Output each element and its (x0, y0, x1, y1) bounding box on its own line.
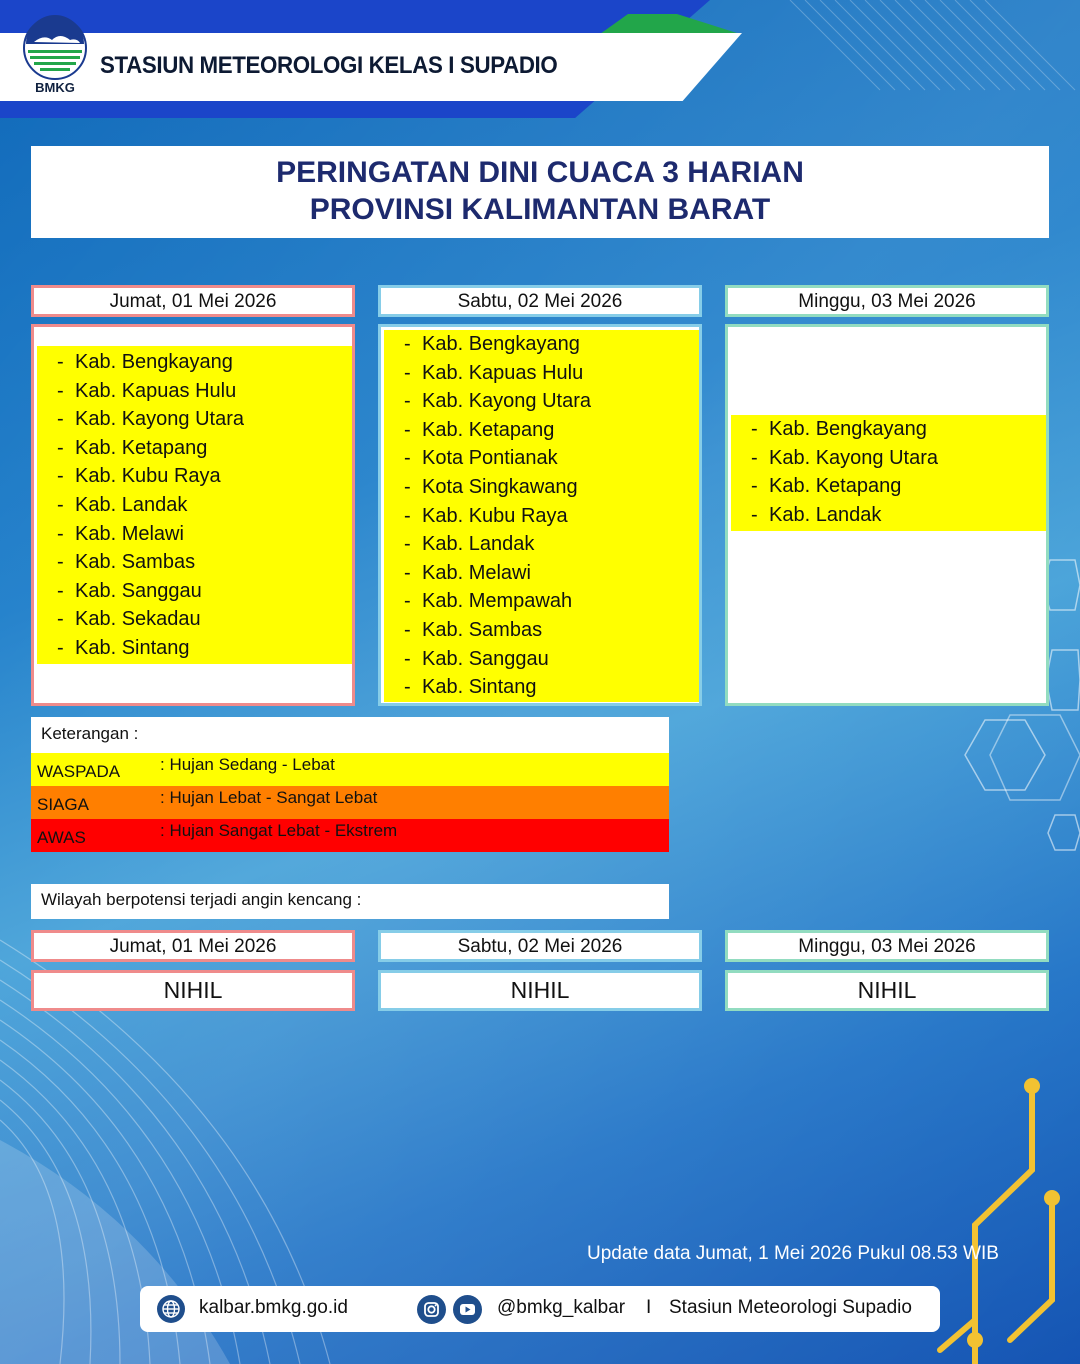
legend-title: Keterangan : (41, 724, 139, 743)
youtube-icon[interactable] (453, 1295, 482, 1324)
title-line-1: PERINGATAN DINI CUACA 3 HARIAN (276, 156, 804, 189)
region-item (384, 530, 699, 559)
region-name: Kab. Sambas (75, 551, 196, 574)
region-item (384, 645, 699, 674)
wind-title: Wilayah berpotensi terjadi angin kencang : (31, 884, 669, 919)
legend-desc: : Hujan Lebat - Sangat Lebat (160, 788, 378, 807)
list-bullet: - (57, 636, 64, 659)
legend-level: AWAS (37, 828, 86, 847)
region-item (731, 444, 1046, 473)
region-name: Kab. Mempawah (422, 590, 573, 613)
region-item (37, 491, 352, 520)
region-item (37, 377, 352, 406)
day-panel-2 (378, 324, 702, 706)
region-name: Kab. Melawi (422, 561, 531, 584)
region-name: Kab. Kayong Utara (75, 408, 244, 431)
day-header-3: Minggu, 03 Mei 2026 (725, 285, 1049, 317)
region-item (731, 472, 1046, 501)
region-name: Kab. Kayong Utara (769, 446, 938, 469)
page-title (31, 146, 1049, 238)
list-bullet: - (57, 465, 64, 488)
list-bullet: - (404, 561, 411, 584)
list-bullet: - (57, 436, 64, 459)
region-name: Kab. Ketapang (422, 418, 555, 441)
region-item (37, 405, 352, 434)
wind-value-2: NIHIL (378, 970, 702, 1011)
day-panel-3 (725, 324, 1049, 706)
region-name: Kab. Melawi (75, 522, 184, 545)
footer-bar (140, 1286, 940, 1332)
day-header-1: Jumat, 01 Mei 2026 (31, 285, 355, 317)
waspada-block (731, 415, 1046, 531)
list-bullet: - (751, 503, 758, 526)
list-bullet: - (404, 447, 411, 470)
region-name: Kab. Ketapang (769, 475, 902, 498)
region-item (37, 434, 352, 463)
list-bullet: - (404, 390, 411, 413)
region-item (384, 587, 699, 616)
region-name: Kab. Sanggau (75, 579, 202, 602)
list-bullet: - (751, 418, 758, 440)
region-item (384, 330, 699, 359)
wind-value-3: NIHIL (725, 970, 1049, 1011)
station-name: STASIUN METEOROLOGI KELAS I SUPADIO (100, 52, 558, 79)
region-name: Kab. Kapuas Hulu (422, 361, 584, 384)
list-bullet: - (404, 504, 411, 527)
logo-text: BMKG (35, 80, 75, 95)
list-bullet: - (404, 533, 411, 556)
region-item (384, 673, 699, 702)
list-bullet: - (404, 333, 411, 355)
region-name: Kab. Sambas (422, 618, 543, 641)
region-name: Kab. Landak (769, 503, 882, 526)
region-name: Kab. Kubu Raya (422, 504, 568, 527)
region-item (37, 462, 352, 491)
legend-level: SIAGA (37, 795, 89, 814)
region-item (384, 616, 699, 645)
list-bullet: - (404, 475, 411, 498)
region-name: Kab. Kubu Raya (75, 465, 221, 488)
region-name: Kab. Kayong Utara (422, 390, 591, 413)
region-item (37, 634, 352, 663)
legend-level: WASPADA (37, 762, 121, 781)
region-item (384, 502, 699, 531)
wind-day-header-2: Sabtu, 02 Mei 2026 (378, 930, 702, 962)
legend-row-waspada (31, 753, 669, 786)
wind-day-header-3: Minggu, 03 Mei 2026 (725, 930, 1049, 962)
region-name: Kota Singkawang (422, 475, 578, 498)
region-name: Kab. Kapuas Hulu (75, 379, 237, 402)
day-panel-1 (31, 324, 355, 706)
region-name: Kab. Sintang (422, 676, 537, 699)
region-item (731, 501, 1046, 530)
footer-separator: I (646, 1297, 652, 1318)
list-bullet: - (57, 408, 64, 431)
list-bullet: - (57, 493, 64, 516)
social-handle[interactable]: @bmkg_kalbar (497, 1297, 626, 1318)
region-list (384, 330, 699, 702)
region-name: Kab. Bengkayang (422, 333, 580, 355)
list-bullet: - (751, 475, 758, 498)
list-bullet: - (404, 676, 411, 699)
footer-station-name: Stasiun Meteorologi Supadio (669, 1297, 912, 1318)
region-name: Kab. Sanggau (422, 647, 549, 670)
region-name: Kab. Landak (422, 533, 535, 556)
instagram-icon[interactable] (417, 1295, 446, 1324)
wind-value-1: NIHIL (31, 970, 355, 1011)
region-name: Kab. Landak (75, 493, 188, 516)
list-bullet: - (57, 379, 64, 402)
region-name: Kota Pontianak (422, 447, 558, 470)
region-name: Kab. Bengkayang (769, 418, 927, 440)
website-link[interactable]: kalbar.bmkg.go.id (199, 1297, 348, 1318)
list-bullet: - (57, 551, 64, 574)
update-timestamp: Update data Jumat, 1 Mei 2026 Pukul 08.53 WIB (587, 1243, 999, 1264)
region-list (731, 415, 1046, 529)
region-item (731, 415, 1046, 444)
legend-desc: : Hujan Sedang - Lebat (160, 755, 335, 774)
legend-row-awas (31, 819, 669, 852)
list-bullet: - (404, 618, 411, 641)
title-line-2: PROVINSI KALIMANTAN BARAT (309, 193, 771, 226)
region-item (37, 348, 352, 377)
day-header-2: Sabtu, 02 Mei 2026 (378, 285, 702, 317)
list-bullet: - (57, 608, 64, 631)
waspada-block (37, 346, 352, 664)
region-item (384, 359, 699, 388)
region-item (37, 577, 352, 606)
region-item (37, 548, 352, 577)
globe-icon (157, 1295, 185, 1323)
region-item (384, 473, 699, 502)
region-name: Kab. Sintang (75, 636, 190, 659)
region-name: Kab. Sekadau (75, 608, 201, 631)
region-name: Kab. Ketapang (75, 436, 208, 459)
list-bullet: - (57, 579, 64, 602)
list-bullet: - (404, 361, 411, 384)
region-item (384, 387, 699, 416)
region-name: Kab. Bengkayang (75, 351, 233, 373)
region-list (37, 346, 352, 663)
list-bullet: - (404, 647, 411, 670)
legend-desc: : Hujan Sangat Lebat - Ekstrem (160, 821, 398, 840)
region-item (384, 559, 699, 588)
region-item (384, 444, 699, 473)
region-item (37, 520, 352, 549)
waspada-block (384, 330, 699, 702)
legend (31, 717, 669, 852)
wind-day-header-1: Jumat, 01 Mei 2026 (31, 930, 355, 962)
list-bullet: - (751, 446, 758, 469)
list-bullet: - (57, 522, 64, 545)
region-item (37, 605, 352, 634)
list-bullet: - (57, 351, 64, 373)
list-bullet: - (404, 418, 411, 441)
region-item (384, 416, 699, 445)
legend-row-siaga (31, 786, 669, 819)
list-bullet: - (404, 590, 411, 613)
